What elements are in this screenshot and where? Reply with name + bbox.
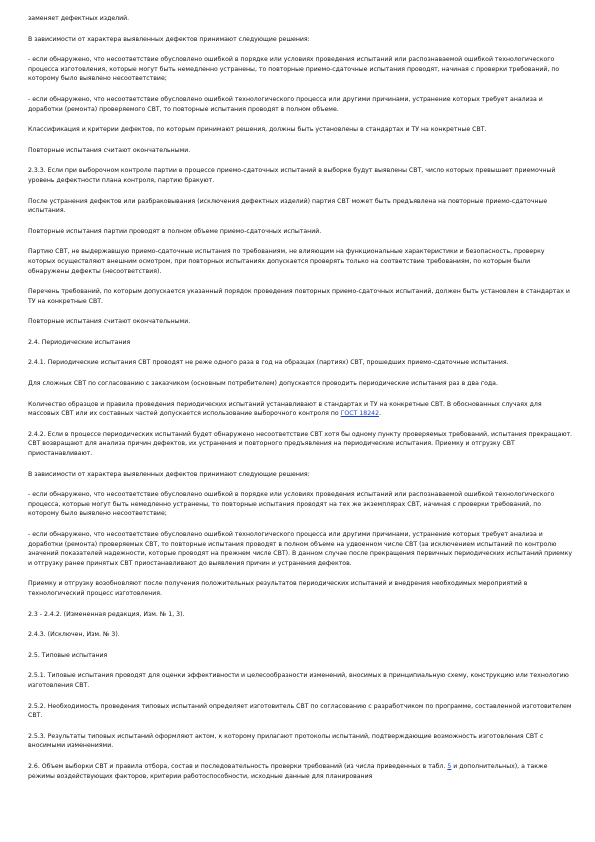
paragraph-decisions-intro-2: В зависимости от характера выявленных дефектов принимают следующие решения: — [28, 470, 310, 478]
paragraph-2-4-1: 2.4.1. Периодические испытания СВТ проводят не реже одного раза в год на образцах (партиях) СВТ, прошедших приемо-сдаточные испытания. — [28, 359, 509, 367]
section-heading-2-5: 2.5. Типовые испытания — [28, 651, 108, 659]
paragraph-complex-svt: Для сложных СВТ по согласованию с заказчиком (основным потребителем) допускается проводить периодические испытания раз в два года. — [28, 380, 498, 388]
paragraph-resubmission: После устранения дефектов или разбраковывания (исключения дефектных изделий) партия СВТ может быть предъявлена на повторные приемо-сдаточные испытания. — [28, 197, 548, 215]
paragraph-2-6 — [28, 762, 573, 781]
paragraph-sample-count-end: . — [379, 410, 382, 418]
paragraph-decision-immediate: - если обнаружено, что несоответствие обусловлено ошибкой в порядке или условиях проведения испытаний или распознаваемой ошибкой технологического процесса изготовления, которые могут быть немедленно устранены, то повторные приемо-сдаточные испытания проводят, начиная с проверки требований, по которому было выявлено несоответствие; — [28, 56, 560, 83]
paragraph-periodic-decision-immediate: - если обнаружено, что несоответствие обусловлено ошибкой в порядке или условиях проведения испытаний или распознаваемой ошибкой технологического процесса, которые могут быть немедленно устранены, то повторные испытания проводят на тех же экземплярах СВТ, начиная с проверки требований, по которому было выявлено несоответствие; — [28, 491, 555, 518]
paragraph-final-tests: Повторные испытания считают окончательными. — [28, 146, 191, 154]
paragraph-repeat-full: Повторные испытания партии проводят в полном объеме приемо-сдаточных испытаний. — [28, 227, 322, 235]
paragraph-decision-full: - если обнаружено, что несоответствие обусловлено ошибкой технологического процесса или другими причинами, устранение которых требует анализа и доработки (ремонта) проверяемого СВТ, то повторные испытания проводят в полном объеме. — [28, 95, 543, 113]
paragraph-requirements-list: Перечень требований, по которым допускается указанный порядок проведения повторных приемо-сдаточных испытаний, должен быть установлен в стандартах и ТУ на конкретные СВТ. — [28, 288, 570, 305]
paragraph-2-3-3: 2.3.3. Если при выборочном контроле партии в процессе приемо-сдаточных испытаний в выборке будут выявлены СВТ, число которых превышает приемочный уровень дефектности плана контроля, партию бракуют. — [28, 167, 556, 184]
paragraph-visual-inspection: Партию СВТ, не выдержавшую приемо-сдаточные испытания по требованиям, не влияющим на функциональные характеристики и безопасность, проверку которых осуществляют внешним осмотром, при повторных испытаниях допускается проверять только на соответствие требованиям, по которым были обнаружены дефекты (несоответствия). — [28, 248, 545, 275]
paragraph-2-5-1: 2.5.1. Типовые испытания проводят для оценки эффективности и целесообразности изменений, вносимых в принципиальную схему, конструкцию или технологию изготовления СВТ. — [28, 672, 569, 689]
paragraph-decisions-intro: В зависимости от характера выявленных дефектов принимают следующие решения: — [28, 35, 310, 43]
paragraph-sample-count — [28, 400, 573, 419]
paragraph-defect-classification: Классификация и критерии дефектов, по которым принимают решения, должны быть установлены в стандартах и ТУ на конкретные СВТ. — [28, 126, 487, 134]
paragraph-continuation: заменяет дефектных изделий. — [28, 15, 130, 22]
paragraph-2-6-end: и дополнительных), а также режимы воздействующих факторов, критерии работоспособности, исходные данные для планирования — [28, 762, 548, 780]
paragraph-2-5-2: 2.5.2. Необходимость проведения типовых испытаний определяет изготовитель СВТ по согласованию с разработчиком по программе, составленной изготовителем СВТ. — [28, 702, 572, 720]
paragraph-final-tests-2: Повторные испытания считают окончательными. — [28, 318, 191, 326]
paragraph-sample-count-text: Количество образцов и правила проведения периодических испытаний устанавливают в стандартах и ТУ на конкретные СВТ. В обоснованных случаях для массовых СВТ или их составных частей допускается использование выборочного контроля по — [28, 400, 542, 418]
section-heading-2-4: 2.4. Периодические испытания — [28, 338, 131, 346]
table-5-link[interactable]: 5 — [447, 762, 452, 770]
paragraph-periodic-decision-full: - если обнаружено, что несоответствие обусловлено ошибкой технологического процесса или другими причинами, устранение которых требует анализа и доработки (ремонта) проверяемых СВТ, то повторные испытания проводят в полном объеме на удвоенном числе СВТ (за исключением испытаний по контролю значений показателей надежности, которые проводят на прежнем числе СВТ). В данном случае после прекращения первичных периодических испытаний приемку и отгрузку ранее принятых СВТ приостанавливают до выявления причин и устранения дефектов. — [28, 531, 573, 567]
paragraph-2-4-2: 2.4.2. Если в процессе периодических испытаний будет обнаружено несоответствие СВТ хотя бы одному пункту проверяемых требований, испытания прекращают. СВТ возвращают для анализа причин дефектов, их устранения и повторного предъявления на периодические испытания. Приемку и отгрузку СВТ приостанавливают. — [28, 430, 573, 458]
paragraph-2-5-3: 2.5.3. Результаты типовых испытаний оформляют актом, к которому прилагают протоколы испытаний, подтверждающие возможность изготовления СВТ с вносимыми изменениями. — [28, 732, 544, 750]
paragraph-2-6-text: 2.6. Объем выборки СВТ и правила отбора, состав и последовательность проверки требований (из числа приведенных в табл. — [28, 762, 448, 770]
paragraph-2-4-3: 2.4.3. (Исключен, Изм. № 3). — [28, 631, 120, 639]
paragraph-resume-acceptance: Приемку и отгрузку возобновляют после получения положительных результатов периодических испытаний и внедрения необходимых мероприятий в технологический процесс изготовления. — [28, 580, 528, 597]
paragraph-amendment-note: 2.3 - 2.4.2. (Измененная редакция, Изм. № 1, 3). — [28, 610, 185, 618]
gost-link[interactable]: ГОСТ 18242 — [340, 410, 380, 418]
